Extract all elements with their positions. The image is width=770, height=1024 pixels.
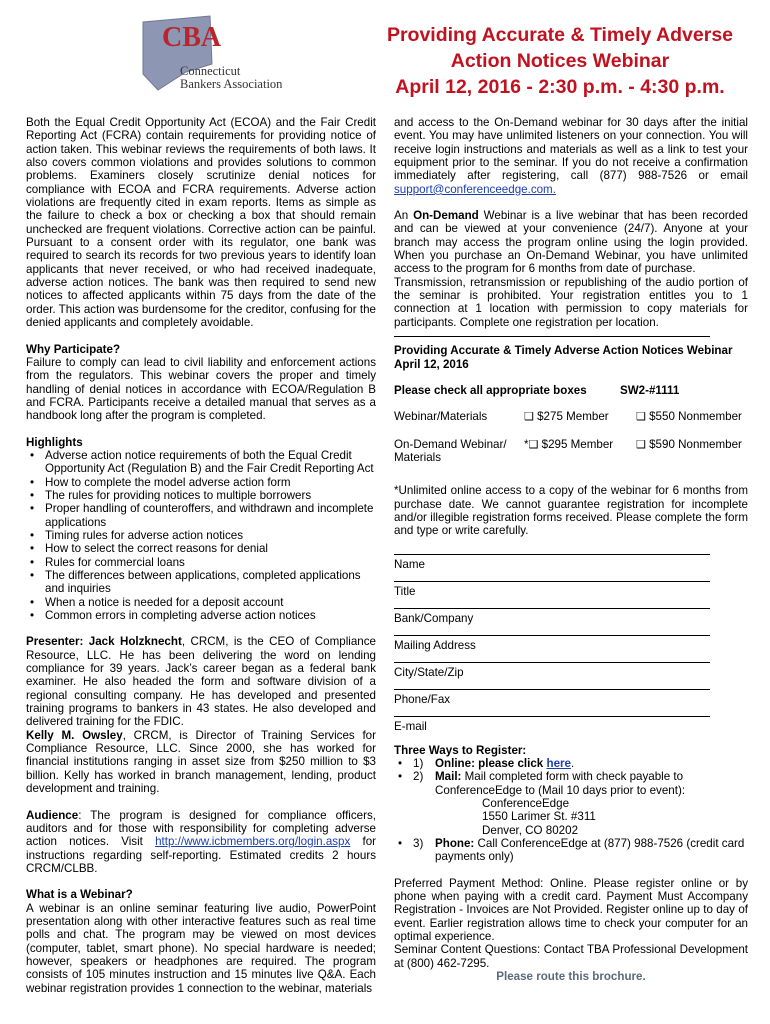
title-line2: Action Notices Webinar — [450, 50, 670, 72]
transmission-text: Transmission, retransmission or republishing of the audio portion of the seminar is prohibited. Your registration entitles you to 1 connection at 1 location with permission to copy materials for participants. Complete one registration per location. — [394, 275, 748, 329]
option-ondemand-nonmember[interactable] — [636, 438, 742, 452]
why-heading: Why Participate? — [26, 342, 121, 356]
field-label-title: Title — [394, 584, 416, 598]
ondemand-text: Webinar is a live webinar that has been recorded and can be viewed at your convenience (24/7). Anyone at your branch may access the program online using the login provided. When you purchase an On-Demand Webinar, you have unlimited access to the program for 6 months from date of purchase. — [394, 209, 748, 276]
list-item — [394, 837, 748, 864]
left-column — [26, 116, 376, 995]
ways-heading: Three Ways to Register: — [394, 743, 527, 757]
page-title — [380, 22, 740, 100]
way-number: • 3) — [413, 837, 424, 850]
checkbox-icon[interactable]: ❑ — [528, 438, 539, 451]
price-label-ondemand — [394, 438, 524, 465]
list-item: • Rules for commercial loans — [26, 556, 376, 569]
presenter-label: Presenter: Jack Holzknecht — [26, 635, 182, 649]
list-item: • Common errors in completing adverse action notices — [26, 609, 376, 622]
highlights-list — [26, 449, 376, 622]
field-label-email: E-mail — [394, 719, 427, 733]
presenter-paragraph — [26, 635, 376, 728]
field-label-bank: Bank/Company — [394, 611, 474, 625]
way-number: • 1) — [413, 756, 424, 770]
audience-paragraph — [26, 809, 376, 876]
kelly-label: Kelly M. Owsley — [26, 728, 123, 742]
mail-address — [394, 797, 748, 837]
field-label-phone: Phone/Fax — [394, 692, 451, 706]
logo-initials: CBA — [162, 22, 222, 53]
checkbox-icon[interactable]: ❑ — [524, 411, 534, 424]
webinar-heading: What is a Webinar? — [26, 888, 133, 902]
audience-text: : The program is designed for compliance officers, auditors and for those with responsibility for completing adverse action notices. Visit — [26, 808, 376, 849]
right-column — [394, 116, 748, 983]
cba-logo — [140, 14, 290, 104]
support-email-link[interactable]: support@conferenceedge.com. — [394, 182, 556, 196]
unlimited-text: *Unlimited online access to a copy of the webinar for 6 months from purchase date. We cannot guarantee registration for incomplete and/or illegible registration forms received. Please complete the form and type or write carefully. — [394, 484, 748, 538]
register-ways-phone — [394, 837, 748, 864]
ondemand-bold: On-Demand — [413, 209, 479, 223]
checkbox-icon[interactable]: ❑ — [636, 438, 646, 451]
name-field[interactable] — [394, 554, 710, 555]
checkbox-icon[interactable]: ❑ — [636, 411, 646, 424]
registration-fields — [394, 554, 748, 731]
intro-paragraph: Both the Equal Credit Opportunity Act (ECOA) and the Fair Credit Reporting Act (FCRA) contain requirements for providing notice of action taken. This webinar reviews the requirements of both laws. It also covers common violations and provides solutions to common problems. Examiners closely scrutinize denial notices for compliance with ECOA and FCRA requirements. Adverse action violations are frequently cited in exam reports. Items as simple as the failure to check a box or checking a box that should remain unchecked are frequent violations. Corrective action can be painful. Pursuant to a consent order with its regulator, one bank was required to search its records for two previous years to identify loan applicants that never received, or who had received inadequate, adverse action notices. The bank was then required to send new notices to affected applicants within 75 days from the date of the order. This action was burdensome for the creditor, confusing for the denied applicants and completely avoidable. — [26, 116, 376, 330]
bank-field[interactable] — [394, 608, 710, 609]
ondemand-paragraph — [394, 209, 748, 276]
list-item: • The rules for providing notices to multiple borrowers — [26, 489, 376, 502]
asterisk: * — [524, 437, 529, 451]
way3-text: Call ConferenceEdge at (877) 988-7526 (credit card payments only) — [435, 837, 745, 864]
continued-paragraph — [394, 116, 748, 196]
webinar-text: A webinar is an online seminar featuring live audio, PowerPoint presentation along with other interactive features such as real time polls and chat. The program may be viewed on most devices (computer, tablet, smart phone). No special hardware is needed; however, speakers or headphones are required. The program consists of 105 minutes instruction and 15 minutes live Q&A. Each webinar registration provides 1 connection to the webinar, materials — [26, 901, 376, 995]
option-ondemand-member[interactable] — [524, 438, 636, 452]
presenter-text: , CRCM, is the CEO of Compliance Resource, LLC. He has been delivering the word on lending compliance for 39 years. Jack’s career began as a federal bank examiner. He also headed the form and software division of a regional consulting company. He has developed and presented training programs to bankers in 43 states. He also developed and delivered training for the FDIC. — [26, 635, 376, 729]
list-item: • Adverse action notice requirements of both the Equal Credit Opportunity Act (Regulation B) and the Fair Credit Reporting Act — [26, 449, 376, 476]
address-line: ConferenceEdge — [482, 796, 570, 810]
continued-text: and access to the On-Demand webinar for 30 days after the initial event. You may have unlimited listeners on your connection. You will receive login instructions and materials as well as a link to test your equipment prior to the seminar. If you do not receive a confirmation immediately after registering, call (877) 988-7526 or email — [394, 116, 748, 183]
way1-text: please click — [474, 756, 547, 770]
option-label: $550 Nonmember — [649, 410, 742, 424]
program-code: SW2-#1111 — [620, 383, 680, 397]
check-row — [394, 384, 748, 397]
logo-line2: Bankers Association — [180, 77, 283, 91]
why-text: Failure to comply can lead to civil liability and enforcement actions from the regulators. This webinar covers the proper and timely handling of denial notices in accordance with ECOA/Regulation B and FCRA. Participants receive a detailed manual that serves as a handbook long after the program is completed. — [26, 355, 376, 423]
way2-text: Mail completed form with check payable to ConferenceEdge to (Mail 10 days prior to event): — [435, 770, 686, 797]
address-line: Denver, CO 80202 — [482, 823, 579, 837]
phone-field[interactable] — [394, 689, 710, 690]
ondemand-label1: On-Demand Webinar/ — [394, 437, 507, 451]
field-label-address: Mailing Address — [394, 638, 476, 652]
check-label: Please check all appropriate boxes — [394, 383, 587, 397]
login-link[interactable]: http://www.icbmembers.org/login.aspx — [155, 835, 351, 849]
highlights-heading: Highlights — [26, 435, 83, 449]
way-number: • 2) — [413, 770, 424, 784]
address-field[interactable] — [394, 635, 710, 636]
seminar-text: Seminar Content Questions: Contact TBA Professional Development at (800) 462-7295. — [394, 943, 748, 970]
ondemand-label2: Materials — [394, 450, 442, 464]
route-text: Please route this brochure. — [496, 970, 646, 984]
city-field[interactable] — [394, 662, 710, 663]
way2-label: Mail: — [435, 770, 462, 784]
register-ways — [394, 757, 748, 797]
list-item: • How to complete the model adverse action form — [26, 476, 376, 489]
logo-line1: Connecticut — [180, 64, 241, 78]
ondemand-pre: An — [394, 209, 414, 223]
option-label: $295 Member — [541, 437, 614, 451]
option-label: $275 Member — [537, 410, 609, 424]
list-item: • The differences between applications, completed applications and inquiries — [26, 569, 376, 596]
way1-end: . — [570, 756, 575, 770]
kelly-paragraph — [26, 729, 376, 796]
address-line: 1550 Larimer St. #311 — [482, 810, 596, 824]
audience-label: Audience — [26, 808, 79, 822]
title-line1: Providing Accurate & Timely Adverse — [386, 24, 734, 46]
title-field[interactable] — [394, 581, 710, 582]
audience-text2: for instructions regarding self-reporting. Estimated credits 2 hours CRCM/CLBB. — [26, 835, 376, 875]
field-label-city: City/State/Zip — [394, 665, 464, 679]
list-item: • How to select the correct reasons for denial — [26, 542, 376, 555]
price-row-ondemand — [394, 438, 748, 465]
title-line3: April 12, 2016 - 2:30 p.m. - 4:30 p.m. — [395, 76, 725, 98]
list-item: • When a notice is needed for a deposit account — [26, 596, 376, 609]
option-webinar-nonmember[interactable] — [636, 410, 742, 424]
price-row-webinar — [394, 410, 748, 424]
list-item: • Proper handling of counteroffers, and withdrawn and incomplete applications — [26, 502, 376, 529]
form-date: April 12, 2016 — [394, 357, 469, 371]
way3-label: Phone: — [435, 837, 475, 850]
way1-label: Online: — [435, 756, 475, 770]
connecticut-map-icon — [140, 14, 290, 104]
option-label: $590 Nonmember — [649, 437, 742, 451]
kelly-text: , CRCM, is Director of Training Services for Compliance Resource, LLC. Since 2000, she has worked for financial institutions ranging in asset size from $250 million to $3 billion. Kelly has worked in branch management, lending, product development and training. — [26, 728, 376, 796]
register-here-link[interactable]: here — [546, 756, 571, 770]
option-webinar-member[interactable] — [524, 410, 636, 424]
list-item — [394, 770, 748, 797]
preferred-text: Preferred Payment Method: Online. Please register online or by phone when paying with a credit card. Payment Must Accompany Registration - Invoices are Not Provided. Register online up to day of event. Earlier registration allows time to check your computer for an optimal experience. — [394, 876, 748, 944]
list-item — [394, 757, 748, 770]
price-label-webinar: Webinar/Materials — [394, 410, 488, 424]
field-label-name: Name — [394, 557, 425, 571]
list-item: • Timing rules for adverse action notices — [26, 529, 376, 542]
form-title: Providing Accurate & Timely Adverse Action Notices Webinar — [394, 344, 733, 358]
email-field[interactable] — [394, 716, 710, 717]
